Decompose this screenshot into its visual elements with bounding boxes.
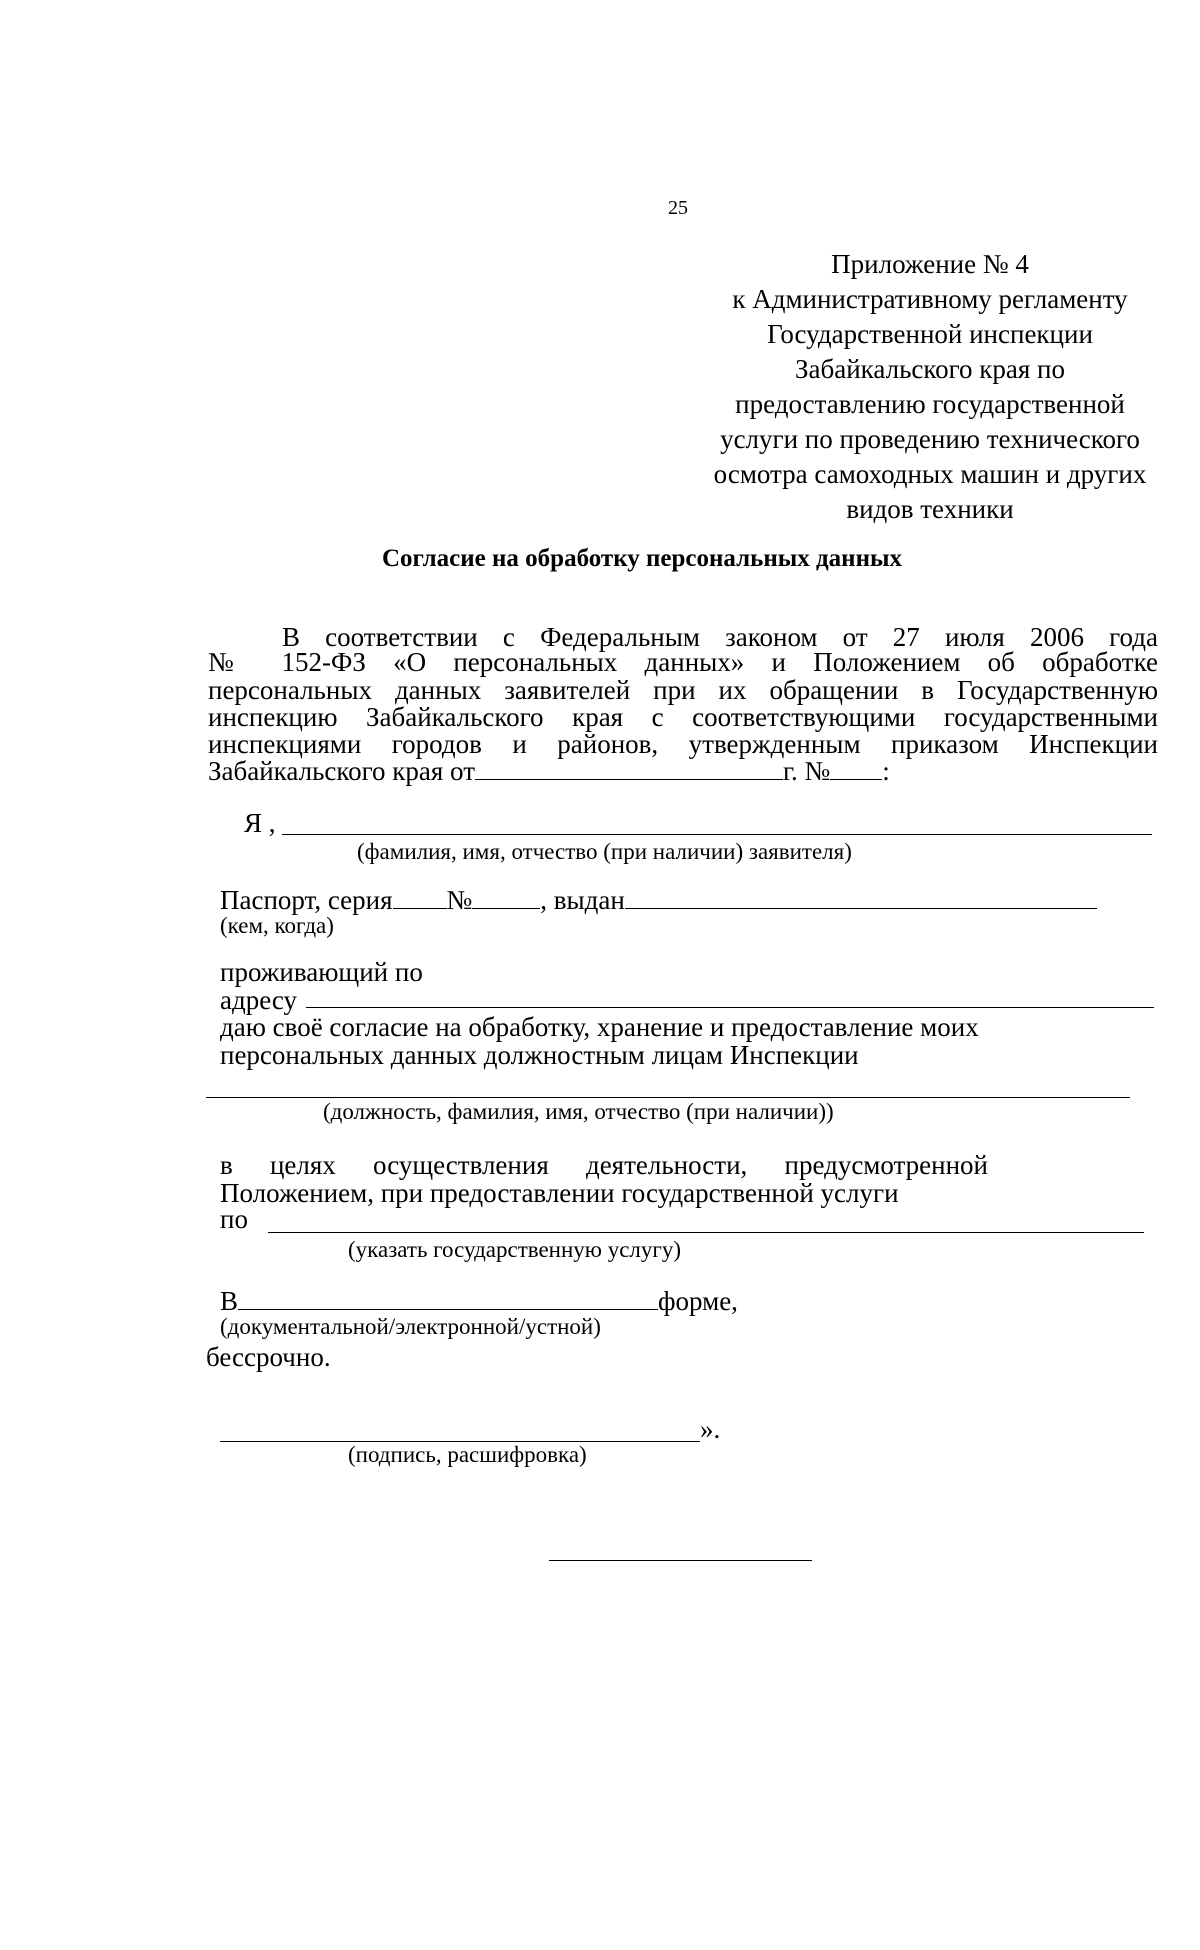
document-title: Согласие на обработку персональных данных [382,545,903,572]
appendix-line: к Административному регламенту [732,284,1128,314]
official-caption: (должность, фамилия, имя, отчество (при наличии)) [323,1099,834,1124]
term-text: бессрочно. [206,1342,331,1372]
fio-field[interactable] [282,834,1152,835]
form-suffix: форме, [658,1286,738,1316]
service-caption: (указать государственную услугу) [348,1237,682,1262]
passport-number-field[interactable] [472,888,540,909]
signature-caption: (подпись, расшифровка) [348,1442,587,1467]
signature-end: ». [700,1414,721,1444]
intro-line-4: инспекцию Забайкальского края с соответствующими государственными [208,702,1158,732]
residing-line-1: проживающий по [220,957,423,987]
date-field[interactable] [475,759,783,780]
purpose-text: в целях осуществления деятельности, предусмотренной [220,1150,988,1180]
intro-number-label: г. № [783,756,831,786]
order-number-field[interactable] [830,759,882,780]
appendix-line: Забайкальского края по [795,354,1065,384]
intro-line-3: персональных данных заявителей при их обращении в Государственную [208,675,1158,705]
intro-line-6 [208,754,890,788]
passport-series-label: Паспорт, серия [220,885,393,915]
appendix-block [680,247,1180,527]
intro-date-label: Забайкальского края от [208,756,475,786]
purpose-line-2: Положением, при предоставлении государственной услуги [220,1178,899,1208]
appendix-line: Приложение № 4 [831,249,1029,279]
intro-colon: : [882,756,890,786]
form-caption: (документальной/электронной/устной) [220,1314,601,1339]
page-number: 25 [668,197,688,219]
passport-series-field[interactable] [393,888,447,909]
appendix-line: предоставлению государственной [735,389,1125,419]
intro-line-2: № 152-ФЗ «О персональных данных» и Положением об обработке [208,647,1158,677]
service-field[interactable] [268,1232,1144,1233]
appendix-line: осмотра самоходных машин и других [713,459,1147,489]
residing-line-2: адресу [220,985,298,1015]
passport-caption: (кем, когда) [220,913,334,938]
passport-line [220,883,1097,917]
appendix-line: Государственной инспекции [767,319,1093,349]
address-field[interactable] [306,1007,1154,1008]
closing-divider [549,1560,812,1561]
appendix-line: видов техники [846,494,1014,524]
i-label: Я , [244,808,276,838]
passport-issued-label: , выдан [540,885,625,915]
passport-issued-field[interactable] [625,888,1097,909]
consent-line-1: даю своё согласие на обработку, хранение и предоставление моих [220,1012,979,1042]
consent-line-2: персональных данных должностным лицам Инспекции [220,1040,859,1070]
intro-line-5: инспекциями городов и районов, утвержденным приказом Инспекции [208,729,1158,759]
purpose-line-3: по [220,1204,248,1234]
fio-caption: (фамилия, имя, отчество (при наличии) заявителя) [357,839,852,864]
passport-number-label: № [446,885,473,915]
appendix-line: услуги по проведению технического [720,424,1140,454]
form-field[interactable] [238,1289,658,1310]
intro-text: В соответствии с Федеральным законом от 27 июля 2006 года [282,622,1158,652]
form-prefix: В [220,1286,239,1316]
